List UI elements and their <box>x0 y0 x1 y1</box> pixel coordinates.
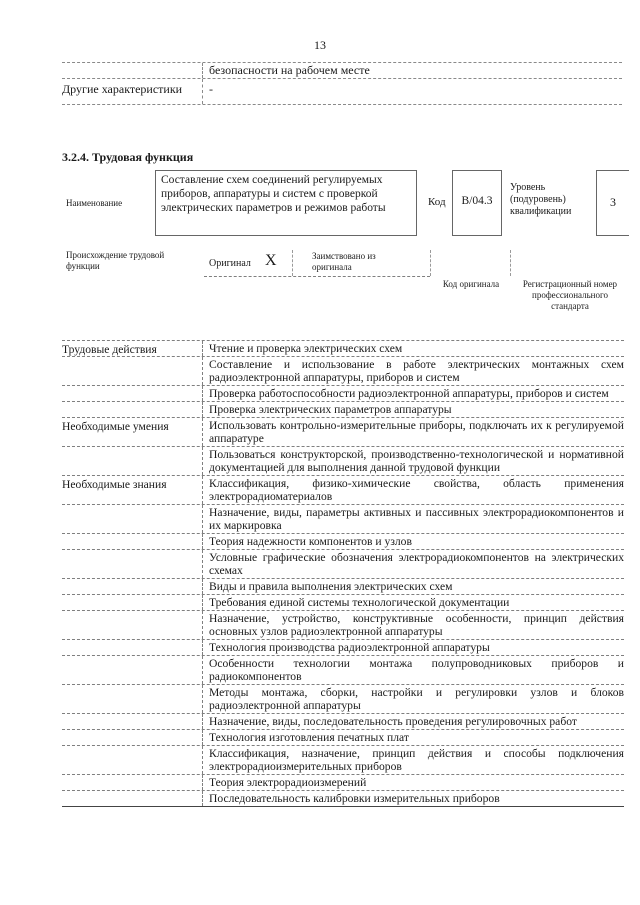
list-item: Теория надежности компонентов и узлов <box>202 534 624 549</box>
list-item: Последовательность калибровки измерительных приборов <box>202 791 624 806</box>
list-item: Технология производства радиоэлектронной аппаратуры <box>202 640 624 655</box>
origin-divider-3 <box>510 250 511 276</box>
table-row <box>62 790 624 806</box>
table-row <box>62 401 624 417</box>
origin-divider-2 <box>430 250 431 276</box>
section-label: Необходимые умения <box>62 420 169 433</box>
list-item: Особенности технологии монтажа полупроводниковых приборов и радиокомпонентов <box>202 656 624 684</box>
top-row-empty-label <box>62 63 202 78</box>
table-row <box>62 655 624 684</box>
section-label: Трудовые действия <box>62 343 157 356</box>
code-value-box <box>452 170 502 236</box>
list-item: Чтение и проверка электрических схем <box>202 341 624 356</box>
list-item: Методы монтажа, сборки, настройки и регулировки узлов и блоков радиоэлектронной аппаратуры <box>202 685 624 713</box>
other-characteristics-label: Другие характеристики <box>62 82 183 96</box>
list-item: Составление и использование в работе электрических монтажных схем радиоэлектронной аппаратуры, приборов и систем <box>202 357 624 385</box>
table-row <box>62 356 624 385</box>
section-actions <box>62 340 624 417</box>
top-row-continuation <box>62 62 622 78</box>
table-row <box>62 533 624 549</box>
list-item: Использовать контрольно-измерительные приборы, подключать их к регулируемой аппаратуре <box>202 418 624 446</box>
list-item: Требования единой системы технологической документации <box>202 595 624 610</box>
page-number: 13 <box>314 38 326 52</box>
table-bottom-rule <box>62 806 624 807</box>
table-row <box>62 504 624 533</box>
top-table <box>62 62 622 105</box>
main-table <box>62 340 624 807</box>
table-row <box>62 639 624 655</box>
list-item: Классификация, назначение, принцип действия и способы подключения электрорадиоизмерительных приборов <box>202 746 624 774</box>
table-row <box>62 729 624 745</box>
list-item: Проверка работоспособности радиоэлектронной аппаратуры, приборов и систем <box>202 386 624 401</box>
table-row <box>62 340 624 356</box>
table-row <box>62 684 624 713</box>
reg-number-label: Регистрационный номер профессионального стандарта <box>522 279 618 311</box>
name-value: Составление схем соединений регулируемых приборов, аппаратуры и систем с проверкой электрических параметров и режимов работы <box>161 174 386 214</box>
table-row <box>62 475 624 504</box>
top-row-other <box>62 78 622 104</box>
origin-divider-1 <box>292 250 293 276</box>
table-row <box>62 446 624 475</box>
list-item: Назначение, виды, последовательность проведения регулировочных работ <box>202 714 624 729</box>
table-row <box>62 578 624 594</box>
list-item: Пользоваться конструкторской, производственно-технологической и нормативной документацией для выполнения данной трудовой функции <box>202 447 624 475</box>
name-value-box <box>155 170 417 236</box>
list-item: Теория электрорадиоизмерений <box>202 775 624 790</box>
table-row <box>62 713 624 729</box>
section-title: 3.2.4. Трудовая функция <box>62 150 194 164</box>
list-item: Классификация, физико-химические свойства, область применения электрорадиоматериалов <box>202 476 624 504</box>
section-knowledge <box>62 475 624 806</box>
top-table-bottom-rule <box>62 104 622 105</box>
section-label: Необходимые знания <box>62 478 167 491</box>
table-row <box>62 610 624 639</box>
origin-rule <box>204 276 430 277</box>
original-label: Оригинал <box>209 258 251 269</box>
list-item: Назначение, устройство, конструктивные особенности, принцип действия основных узлов радиоэлектронной аппаратуры <box>202 611 624 639</box>
borrowed-label: Заимствовано из оригинала <box>312 251 376 272</box>
name-label: Наименование <box>66 198 123 208</box>
table-row <box>62 774 624 790</box>
code-original-label: Код оригинала <box>442 279 500 289</box>
list-item: Условные графические обозначения электрорадиокомпонентов на электрических схемах <box>202 550 624 578</box>
original-mark: X <box>265 252 277 269</box>
top-continuation-text: безопасности на рабочем месте <box>202 63 622 78</box>
table-row <box>62 594 624 610</box>
level-value-box <box>596 170 629 236</box>
table-row <box>62 417 624 446</box>
list-item: Виды и правила выполнения электрических схем <box>202 579 624 594</box>
level-label: Уровень (подуровень) квалификации <box>510 182 572 217</box>
code-value: B/04.3 <box>461 195 493 207</box>
table-row <box>62 745 624 774</box>
section-skills <box>62 417 624 475</box>
table-row <box>62 549 624 578</box>
other-characteristics-value: - <box>202 79 622 104</box>
code-label: Код <box>428 196 446 208</box>
list-item: Назначение, виды, параметры активных и пассивных электрорадиокомпонентов и их маркировка <box>202 505 624 533</box>
origin-label: Происхождение трудовой функции <box>66 250 165 271</box>
level-value: 3 <box>610 195 616 209</box>
list-item: Проверка электрических параметров аппаратуры <box>202 402 624 417</box>
table-row <box>62 385 624 401</box>
list-item: Технология изготовления печатных плат <box>202 730 624 745</box>
